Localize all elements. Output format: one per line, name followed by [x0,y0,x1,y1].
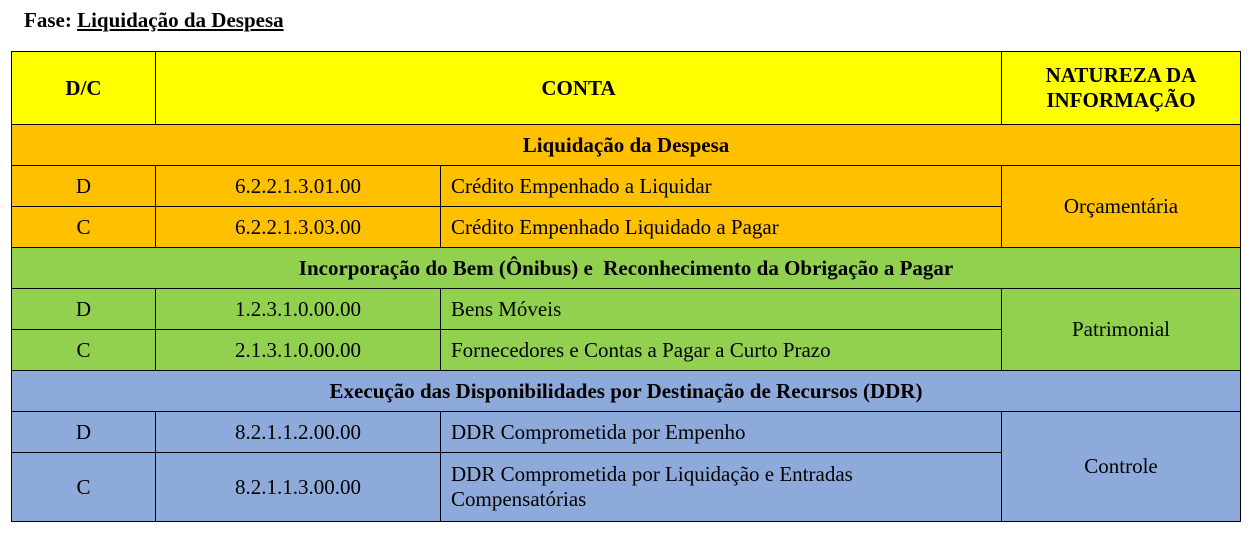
header-dc: D/C [12,52,156,125]
account-code: 2.1.3.1.0.00.00 [156,330,441,371]
section-title: Liquidação da Despesa [12,125,1241,166]
section-row [12,248,1241,289]
dc-cell: C [12,207,156,248]
account-code: 1.2.3.1.0.00.00 [156,289,441,330]
account-description: Fornecedores e Contas a Pagar a Curto Prazo [441,330,1002,371]
dc-cell: D [12,412,156,453]
table-row [12,289,1241,330]
account-code: 6.2.2.1.3.01.00 [156,166,441,207]
natureza-cell: Orçamentária [1002,166,1241,248]
account-code: 8.2.1.1.3.00.00 [156,453,441,522]
natureza-cell: Patrimonial [1002,289,1241,371]
header-natureza-line2: INFORMAÇÃO [1046,88,1196,112]
account-description-line1: DDR Comprometida por Liquidação e Entradas [451,462,853,486]
account-description: DDR Comprometida por Empenho [441,412,1002,453]
dc-cell: D [12,289,156,330]
section-row [12,125,1241,166]
table-row [12,412,1241,453]
account-description: Bens Móveis [441,289,1002,330]
dc-cell: C [12,330,156,371]
heading-prefix: Fase: [24,8,72,32]
account-code: 6.2.2.1.3.03.00 [156,207,441,248]
account-description: Crédito Empenhado Liquidado a Pagar [441,207,1002,248]
account-description-line2: Compensatórias [451,487,587,511]
account-code: 8.2.1.1.2.00.00 [156,412,441,453]
section-title: Incorporação do Bem (Ônibus) e Reconhecimento da Obrigação a Pagar [12,248,1241,289]
header-conta: CONTA [156,52,1002,125]
dc-cell: C [12,453,156,522]
account-description: Crédito Empenhado a Liquidar [441,166,1002,207]
account-description [441,453,1002,522]
accounting-entries-table [11,51,1241,522]
table-header-row [12,52,1241,125]
natureza-cell: Controle [1002,412,1241,522]
table-row [12,166,1241,207]
section-row [12,371,1241,412]
header-natureza [1002,52,1241,125]
heading-phase: Liquidação da Despesa [77,8,284,32]
page-heading [24,8,284,33]
dc-cell: D [12,166,156,207]
section-title: Execução das Disponibilidades por Destinação de Recursos (DDR) [12,371,1241,412]
header-natureza-line1: NATUREZA DA [1045,63,1197,87]
